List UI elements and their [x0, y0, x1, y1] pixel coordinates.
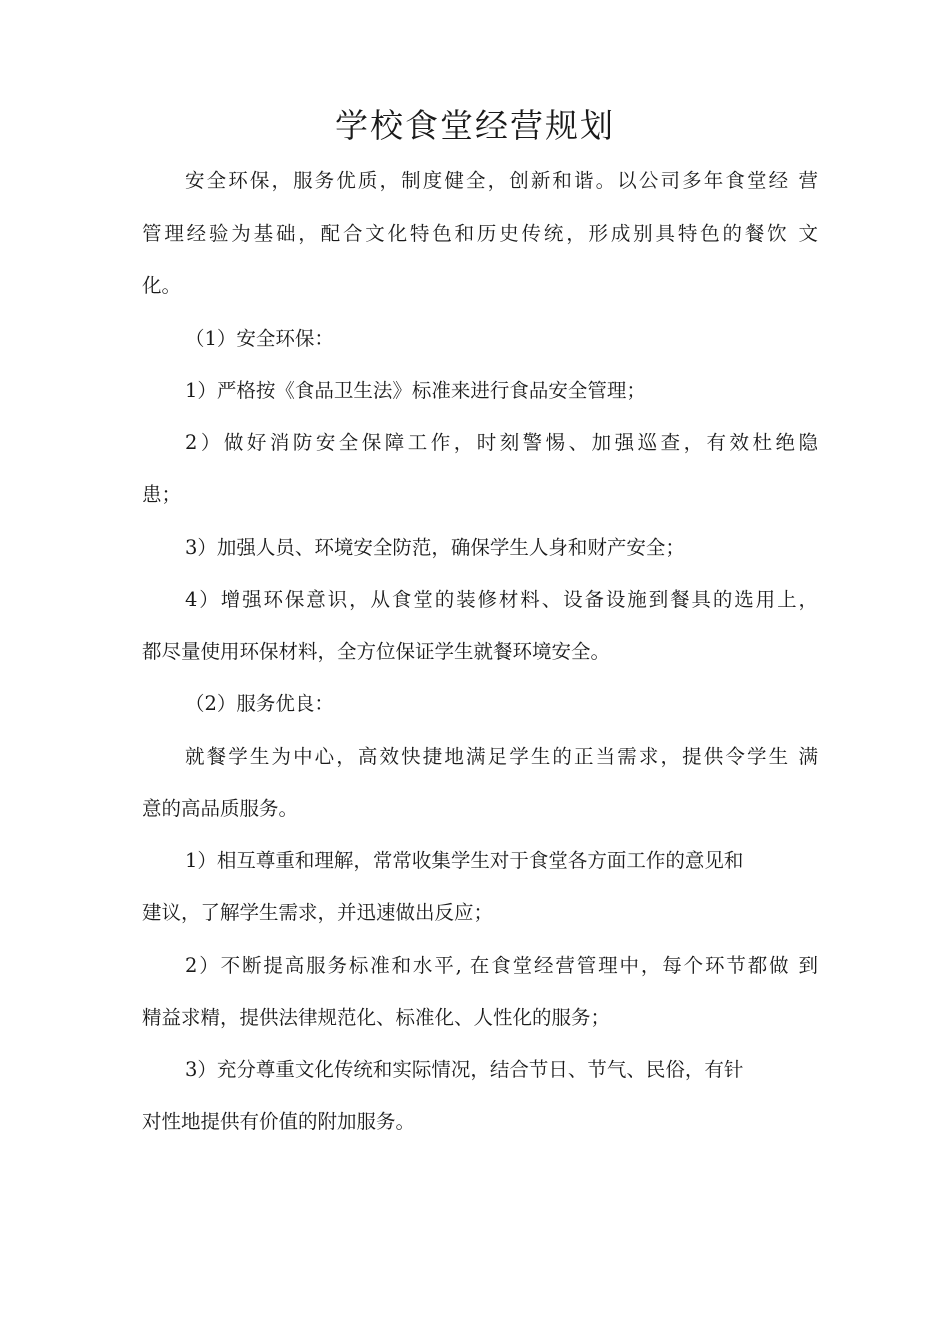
paragraph-line: 安全环保，服务优质，制度健全，创新和谐。以公司多年食堂经 营 — [185, 169, 818, 192]
section-heading: （1）安全环保： — [185, 327, 334, 350]
list-item-continuation: 对性地提供有价值的附加服务。 — [142, 1110, 416, 1133]
section-heading: （2）服务优良： — [185, 692, 334, 715]
list-item: 3）充分尊重文化传统和实际情况，结合节日、节气、民俗，有针 — [185, 1058, 744, 1081]
list-item: 4）增强环保意识，从食堂的装修材料、设备设施到餐具的选用上， — [185, 588, 818, 611]
list-item-continuation: 建议，了解学生需求，并迅速做出反应； — [142, 901, 494, 924]
list-item: 1）严格按《食品卫生法》标准来进行食品安全管理； — [185, 379, 646, 402]
paragraph-line: 就餐学生为中心，高效快捷地满足学生的正当需求，提供令学生 满 — [185, 745, 818, 768]
page-title: 学校食堂经营规划 — [335, 106, 615, 145]
list-item: 2）做好消防安全保障工作，时刻警惕、加强巡查，有效杜绝隐 — [185, 431, 818, 454]
paragraph-line: 化。 — [142, 274, 182, 297]
paragraph-line: 意的高品质服务。 — [142, 797, 299, 820]
list-item-continuation: 都尽量使用环保材料，全方位保证学生就餐环境安全。 — [142, 640, 611, 663]
list-item-continuation: 患； — [142, 483, 182, 506]
list-item: 3）加强人员、环境安全防范，确保学生人身和财产安全； — [185, 536, 685, 559]
paragraph-line: 管理经验为基础，配合文化特色和历史传统，形成别具特色的餐饮 文 — [142, 222, 818, 245]
list-item-continuation: 精益求精，提供法律规范化、标准化、人性化的服务； — [142, 1006, 611, 1029]
list-item: 1）相互尊重和理解，常常收集学生对于食堂各方面工作的意见和 — [185, 849, 744, 872]
list-item: 2）不断提高服务标准和水平, 在食堂经营管理中，每个环节都做 到 — [185, 954, 818, 977]
